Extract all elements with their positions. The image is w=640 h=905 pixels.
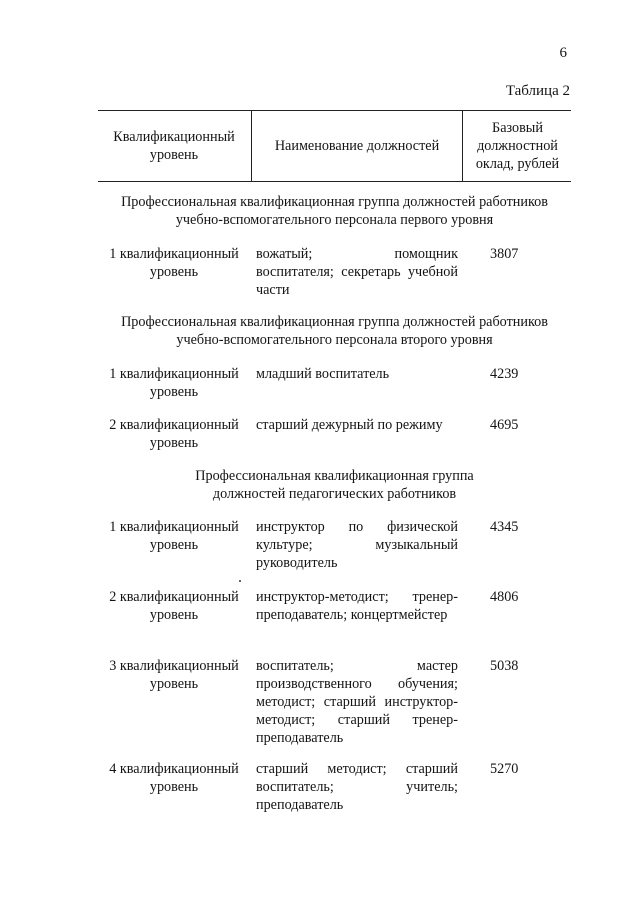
row-salary: 5270 <box>490 761 519 777</box>
row-level: 1 квалификационный уровень <box>109 366 239 400</box>
row-level: 1 квалификационный уровень <box>109 519 239 553</box>
group-title: Профессиональная квалификационная группа должностей педагогических работников <box>195 468 474 502</box>
row-positions: воспитатель; мастер производственного обучения; методист; старший инструктор-методист; старший тренер-преподаватель <box>256 658 458 746</box>
row-salary: 4695 <box>490 417 519 433</box>
page-number: 6 <box>559 45 567 61</box>
row-salary: 4806 <box>490 589 519 605</box>
scan-speck <box>239 580 241 582</box>
row-level: 2 квалификационный уровень <box>109 589 239 623</box>
row-salary: 4345 <box>490 519 519 535</box>
table-header <box>98 110 571 182</box>
row-level: 3 квалификационный уровень <box>109 658 239 692</box>
row-level: 4 квалификационный уровень <box>109 761 239 795</box>
group-title: Профессиональная квалификационная группа должностей работников учебно-вспомогательного персонала второго уровня <box>121 314 548 348</box>
row-salary: 5038 <box>490 658 519 674</box>
group-title: Профессиональная квалификационная группа должностей работников учебно-вспомогательного персонала первого уровня <box>121 194 548 228</box>
row-positions: старший методист; старший воспитатель; учитель; преподаватель <box>256 761 458 813</box>
row-positions: младший воспитатель <box>256 366 390 382</box>
header-cell-salary <box>462 111 572 181</box>
row-salary: 3807 <box>490 246 519 262</box>
row-positions: инструктор-методист; тренер-преподаватель; концертмейстер <box>256 589 458 623</box>
row-positions: вожатый; помощник воспитателя; секретарь учебной части <box>256 246 458 298</box>
header-cell-positions <box>251 111 462 181</box>
header-positions-label: Наименование должностей <box>274 138 440 154</box>
row-level: 2 квалификационный уровень <box>109 417 239 451</box>
table-label: Таблица 2 <box>505 83 570 99</box>
header-level-label: Квалификационный уровень <box>113 129 235 163</box>
row-positions: инструктор по физической культуре; музыкальный руководитель <box>256 519 458 571</box>
header-salary-label: Базовый должностной оклад, рублей <box>475 120 560 172</box>
row-level: 1 квалификационный уровень <box>109 246 239 280</box>
row-positions: старший дежурный по режиму <box>256 417 443 433</box>
row-salary: 4239 <box>490 366 519 382</box>
header-cell-level <box>98 111 250 181</box>
